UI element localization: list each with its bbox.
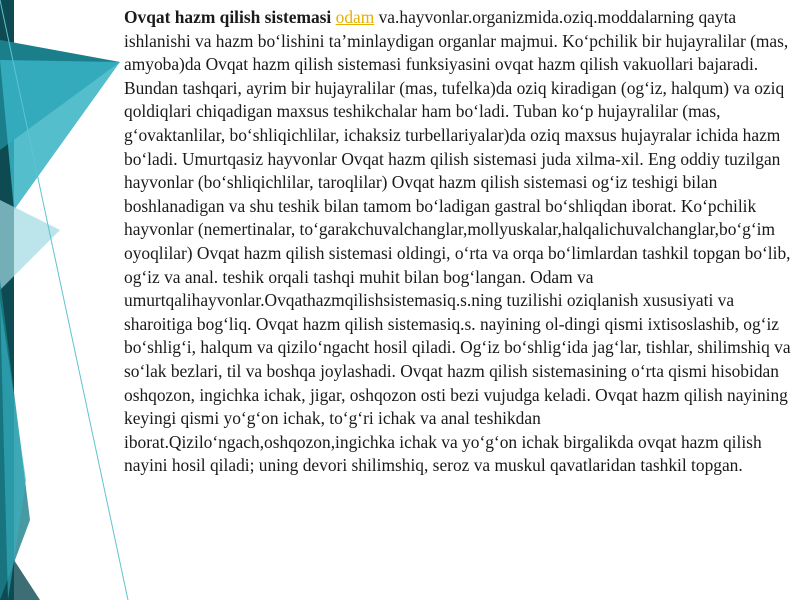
link-odam[interactable]: odam <box>335 7 375 27</box>
paragraph-body: va.hayvonlar.organizmida.oziq.moddalarning qayta ishlanishi va hazm bo‘lishini ta’minlaydigan organlar majmui. Ko‘pchilik bir hujayralilar (mas, amyoba)da Ovqat hazm qilish sistemasi funksiyasini ovqat hazm qilish vakuollari bajaradi. Bundan tashqari, ayrim bir hujayralilar (mas, tufelka)da oziq kiradigan (og‘iz, halqum) va oziq qoldiqlari chiqadigan maxsus teshikchalar ham bo‘ladi. Tuban ko‘p hujayralilar (mas, g‘ovaktanlilar, bo‘shliqichlilar, ichaksiz turbellariyalar)da oziq maxsus hujayralar ichida hazm bo‘ladi. Umurtqasiz hayvonlar Ovqat hazm qilish sistemasi juda xilma-xil. Eng oddiy tuzilgan hayvonlar (bo‘shliqichlilar, taroqlilar) Ovqat hazm qilish sistemasi og‘iz teshigi bilan boshlanadigan va shu teshik bilan tamom bo‘ladigan gastral bo‘shliqdan iborat. Ko‘pchilik hayvonlar (nemertinalar, to‘garakchuvalchanglar,mollyuskalar,halqalichuvalchanglar,bo‘g‘im oyoqlilar) Ovqat hazm qilish sistemasi oldingi, o‘rta va orqa bo‘limlardan tashkil topgan bo‘lib, og‘iz va anal. teshik orqali tashqi muhit bilan bog‘langan. Odam va umurtqalihayvonlar.Ovqathazmqilishsistemasiq.s.ning tuzilishi oziqlanish xususiyati va sharoitiga bog‘liq. Ovqat hazm qilish sistemasiq.s. nayining ol-dingi qismi ixtisoslashib, og‘iz bo‘shlig‘i, halqum va qizilo‘ngacht hosil qiladi. Og‘iz bo‘shlig‘ida jag‘lar, tishlar, shilimshiq va so‘lak bezlari, til va boshqa joylashadi. Ovqat hazm qilish sistemasining o‘rta qismi hisobidan oshqozon, ingichka ichak, jigar, oshqozon osti bezi vujudga keladi. Ovqat hazm qilish nayining keyingi qismi yo‘g‘on ichak, to‘g‘ri ichak va anal teshikdan iborat.Qizilo‘ngach,oshqozon,ingichka ichak va yo‘g‘on ichak birgalikda ovqat hazm qilish nayini hosil qiladi; uning devori shilimshiq, seroz va muskul qavatlaridan tashkil topgan. <box>124 7 791 476</box>
deco-triangle-small <box>14 560 40 600</box>
decorative-side-shapes <box>0 0 130 600</box>
slide-paragraph <box>124 6 796 478</box>
lead-term: Ovqat hazm qilish sistemasi <box>124 7 332 27</box>
slide-text-block <box>124 6 796 478</box>
deco-triangle-pale <box>0 200 60 290</box>
